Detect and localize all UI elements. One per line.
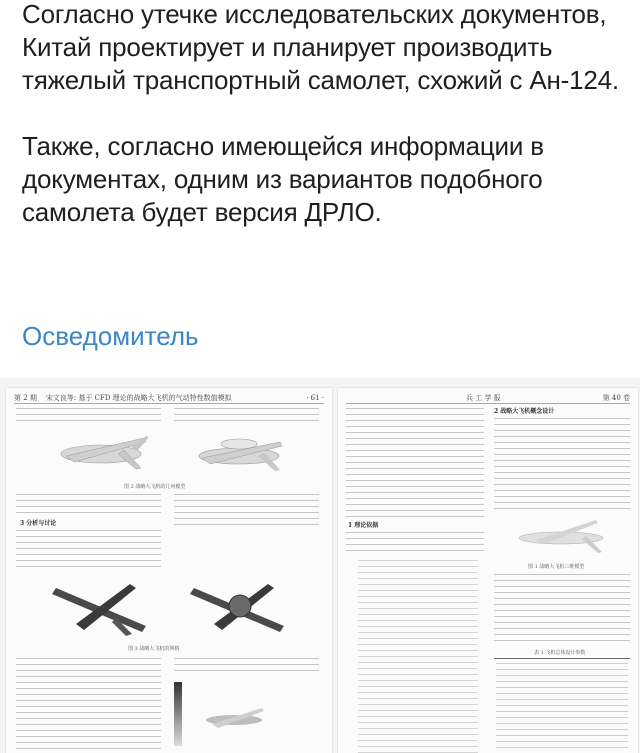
text-block	[494, 574, 630, 644]
document-page-right	[338, 388, 638, 753]
equations-block	[358, 560, 478, 753]
text-block	[494, 418, 630, 510]
page-folio: · 61 ·	[306, 394, 324, 402]
text-block	[16, 530, 161, 572]
document-image[interactable]	[0, 378, 640, 753]
transport-plane-drawing	[46, 428, 156, 480]
section-heading: 2 战略大飞机概念设计	[494, 408, 555, 415]
page-volume: 第 40 卷	[602, 394, 630, 402]
page-header	[14, 394, 324, 404]
post-paragraph-1: Согласно утечке исследовательских документов, Китай проектирует и планирует производить тяжелый транспортный самолет, схожий с Ан-124.	[22, 0, 619, 95]
awacs-plane-drawing	[184, 428, 294, 480]
text-block	[16, 408, 161, 426]
text-block	[174, 658, 319, 674]
section-heading: 3 分析与讨论	[20, 520, 57, 527]
figure-caption: 图 2 战略大飞机的几何模型	[124, 484, 186, 490]
mesh-awacs-drawing	[184, 574, 294, 640]
mesh-plane-drawing	[46, 574, 156, 640]
document-page-left	[6, 388, 332, 753]
channel-link[interactable]: Осведомитель	[22, 321, 199, 351]
table-caption: 表 1 飞机总体设计参数	[534, 650, 586, 656]
pressure-plane-drawing	[174, 680, 274, 750]
parameters-table	[494, 658, 630, 753]
text-block	[16, 494, 161, 518]
figure-caption: 图 1 战略大飞机三维模型	[528, 564, 585, 570]
post-paragraph-2: Также, согласно имеющейся информации в документах, одним из вариантов подобного самолета будет версия ДРЛО.	[22, 131, 544, 227]
figure-caption: 图 3 战略大飞机的网格	[128, 646, 180, 652]
transport-plane-3d	[506, 512, 616, 560]
page-number: 第 2 期	[14, 394, 37, 402]
post-text	[22, 0, 622, 229]
text-block	[346, 532, 484, 556]
text-block	[16, 658, 161, 753]
text-block	[346, 408, 484, 518]
section-heading: 1 理论依据	[348, 522, 379, 529]
text-block	[174, 494, 319, 530]
text-block	[174, 408, 319, 426]
page-header-title: 宋文良等: 基于 CFD 理论的战略大飞机的气动特性数值模拟	[45, 394, 232, 402]
page-header	[346, 394, 630, 404]
journal-title: 兵 工 学 报	[466, 394, 501, 402]
